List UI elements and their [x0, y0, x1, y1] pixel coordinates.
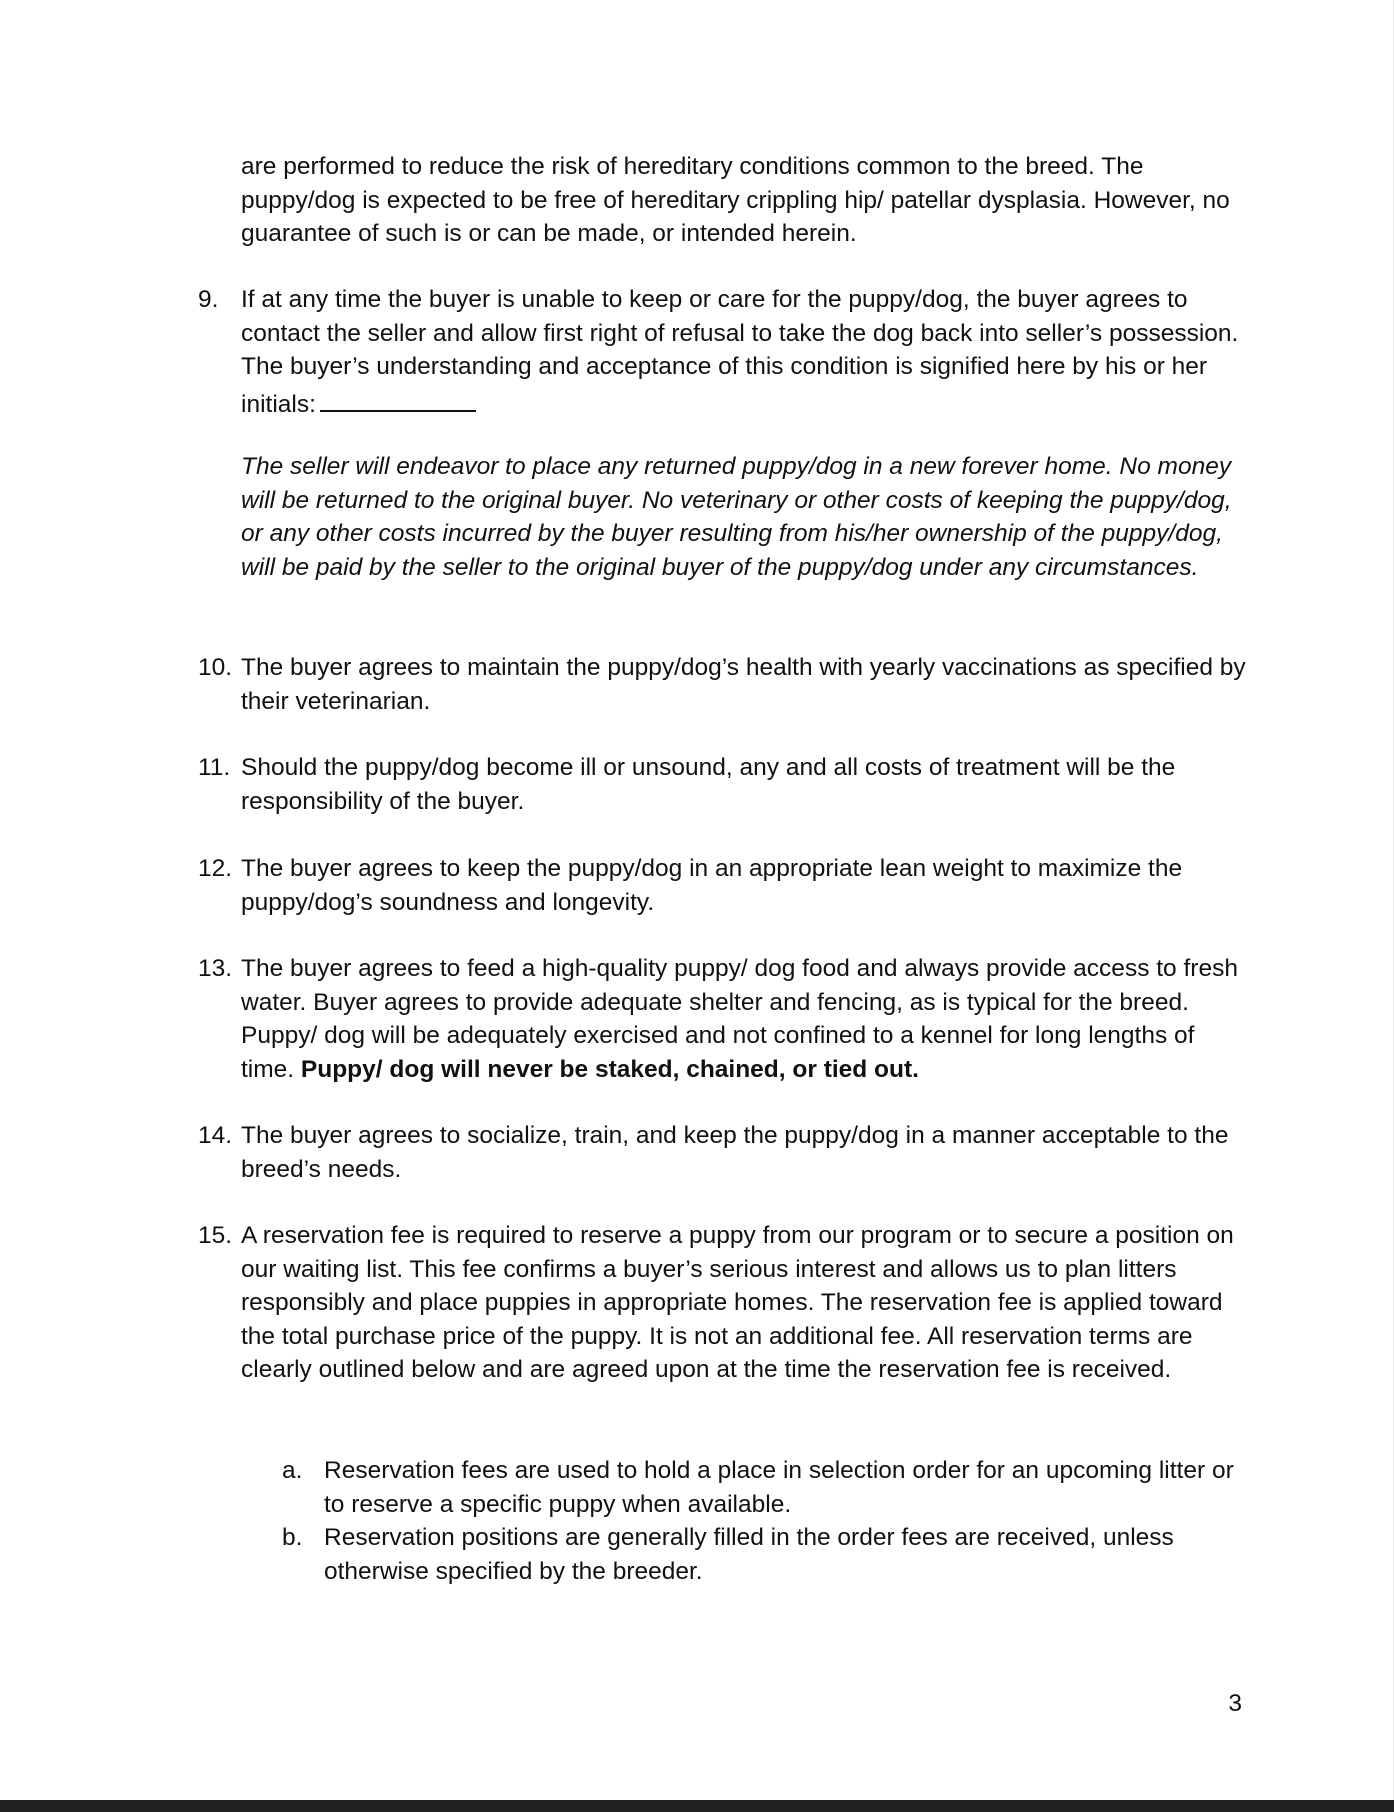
item-9-note: The seller will endeavor to place any returned puppy/dog in a new forever home. No money will be returned to the original buyer. No veterinary or other costs of keeping the puppy/dog, or any other costs incurred by the buyer resulting from his/her ownership of the puppy/dog, will be paid by the seller to the original buyer of the puppy/dog under any circumstances. [241, 453, 1232, 581]
window-bottom-edge [0, 1800, 1394, 1812]
sub-item-text: Reservation fees are used to hold a place in selection order for an upcoming litter or to reserve a specific puppy when available. [324, 1457, 1234, 1518]
item-13-text: The buyer agrees to feed a high-quality puppy/ dog food and always provide access to fresh water. Buyer agrees to provide adequate shelter and fencing, as is typical for the breed. Puppy/ dog will be adequately exercised and not confined to a kennel for long lengths of time. [241, 955, 1238, 1083]
initials-blank-line [320, 384, 476, 412]
list-number: 9. [198, 286, 219, 313]
list-item-text [241, 283, 1248, 421]
page-number: 3 [1228, 1690, 1242, 1717]
list-number: 13. [198, 955, 233, 982]
item-13-bold-text: Puppy/ dog will never be staked, chained, or tied out. [300, 1055, 919, 1083]
list-item-text: The buyer agrees to maintain the puppy/dog’s health with yearly vaccinations as specified by their veterinarian. [241, 654, 1246, 715]
item-9-text: If at any time the buyer is unable to keep or care for the puppy/dog, the buyer agrees to contact the seller and allow first right of refusal to take the dog back into seller’s possession. The buyer’s understanding and acceptance of this condition is signified here by his or her initials: [241, 286, 1239, 418]
list-item-text: Should the puppy/dog become ill or unsound, any and all costs of treatment will be the responsibility of the buyer. [241, 754, 1176, 815]
list-number: 10. [198, 654, 233, 681]
sub-item-letter: b. [282, 1524, 303, 1551]
list-item-text: A reservation fee is required to reserve a puppy from our program or to secure a position on our waiting list. This fee confirms a buyer’s serious interest and allows us to plan litters responsibly and place puppies in appropriate homes. The reservation fee is applied toward the total purchase price of the puppy. It is not an additional fee. All reservation terms are clearly outlined below and are agreed upon at the time the reservation fee is received. [241, 1222, 1234, 1383]
sub-item-text: Reservation positions are generally filled in the order fees are received, unless otherwise specified by the breeder. [324, 1524, 1174, 1585]
list-number: 11. [198, 754, 231, 781]
item-8-continuation: are performed to reduce the risk of hereditary conditions common to the breed. The puppy/dog is expected to be free of hereditary crippling hip/ patellar dysplasia. However, no guarantee of such is or can be made, or intended herein. [241, 153, 1230, 247]
list-number: 14. [198, 1122, 233, 1149]
list-item-text: The buyer agrees to keep the puppy/dog in an appropriate lean weight to maximize the puppy/dog’s soundness and longevity. [241, 855, 1183, 916]
list-number: 15. [198, 1222, 233, 1249]
sub-item-letter: a. [282, 1457, 303, 1484]
list-item-text: The buyer agrees to socialize, train, and keep the puppy/dog in a manner acceptable to the breed’s needs. [241, 1122, 1229, 1183]
list-item-text [241, 952, 1248, 1086]
list-number: 12. [198, 855, 233, 882]
